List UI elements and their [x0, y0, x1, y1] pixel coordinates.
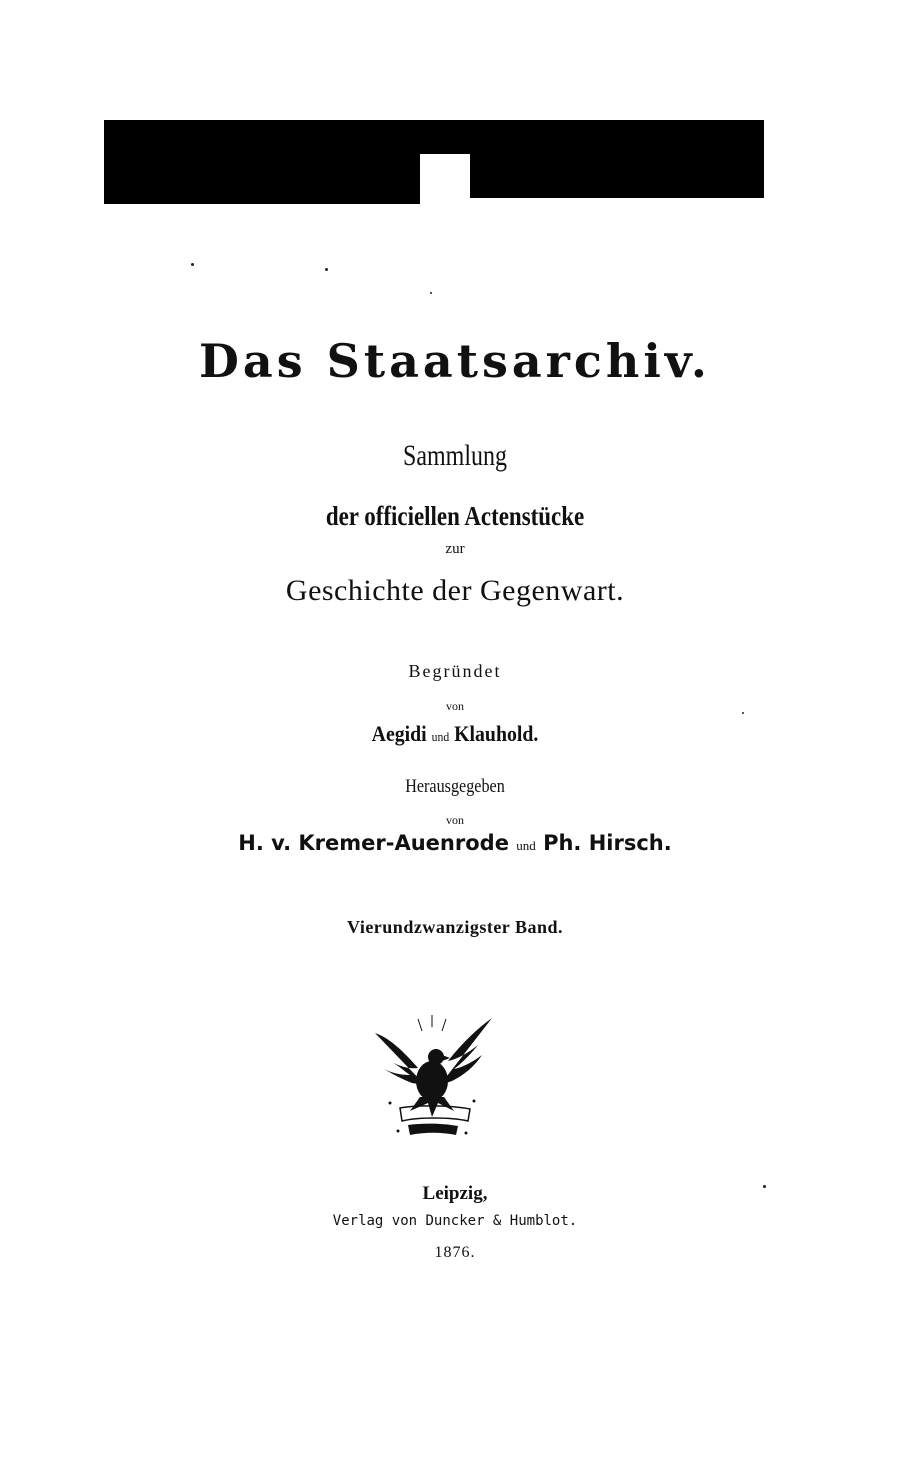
- scan-speck: [742, 712, 744, 714]
- editors-conjunction: und: [516, 838, 536, 853]
- imprint-publisher: Verlag von Duncker & Humblot.: [332, 1213, 578, 1229]
- edited-by-label: von: [446, 813, 464, 827]
- editors-line: [0, 833, 910, 854]
- founded-by-label: von: [446, 699, 464, 713]
- edited-label: Herausgegeben: [405, 776, 505, 797]
- subtitle-sammlung: Sammlung: [402, 439, 507, 472]
- scan-speck: [430, 292, 432, 294]
- founded-label: Begründet: [408, 661, 502, 681]
- founder-second: Klauhold.: [454, 721, 539, 746]
- redaction-bar-notch: [420, 120, 472, 154]
- subtitle-geschichte: Geschichte der Gegenwart.: [285, 574, 625, 607]
- scan-speck: [325, 268, 328, 271]
- subtitle-actenstuecke: der officiellen Actenstücke: [325, 501, 585, 531]
- imprint-city: Leipzig,: [422, 1183, 488, 1204]
- redaction-bar-left: [104, 120, 420, 204]
- editor-first: H. v. Kremer-Auenrode: [238, 831, 509, 855]
- page-title: Das Staatsarchiv.: [199, 334, 711, 388]
- volume-label: Vierundzwanzigster Band.: [346, 917, 563, 937]
- eagle-publisher-emblem-icon: [370, 1013, 495, 1148]
- redaction-bar-middle: [470, 154, 522, 198]
- imprint-year: 1876.: [434, 1244, 476, 1261]
- founders-line: [46, 723, 865, 745]
- scan-speck: [191, 263, 194, 266]
- editor-second: Ph. Hirsch.: [543, 831, 672, 855]
- founders-conjunction: und: [431, 729, 450, 744]
- founder-first: Aegidi: [371, 721, 427, 746]
- subtitle-zur: zur: [445, 541, 465, 557]
